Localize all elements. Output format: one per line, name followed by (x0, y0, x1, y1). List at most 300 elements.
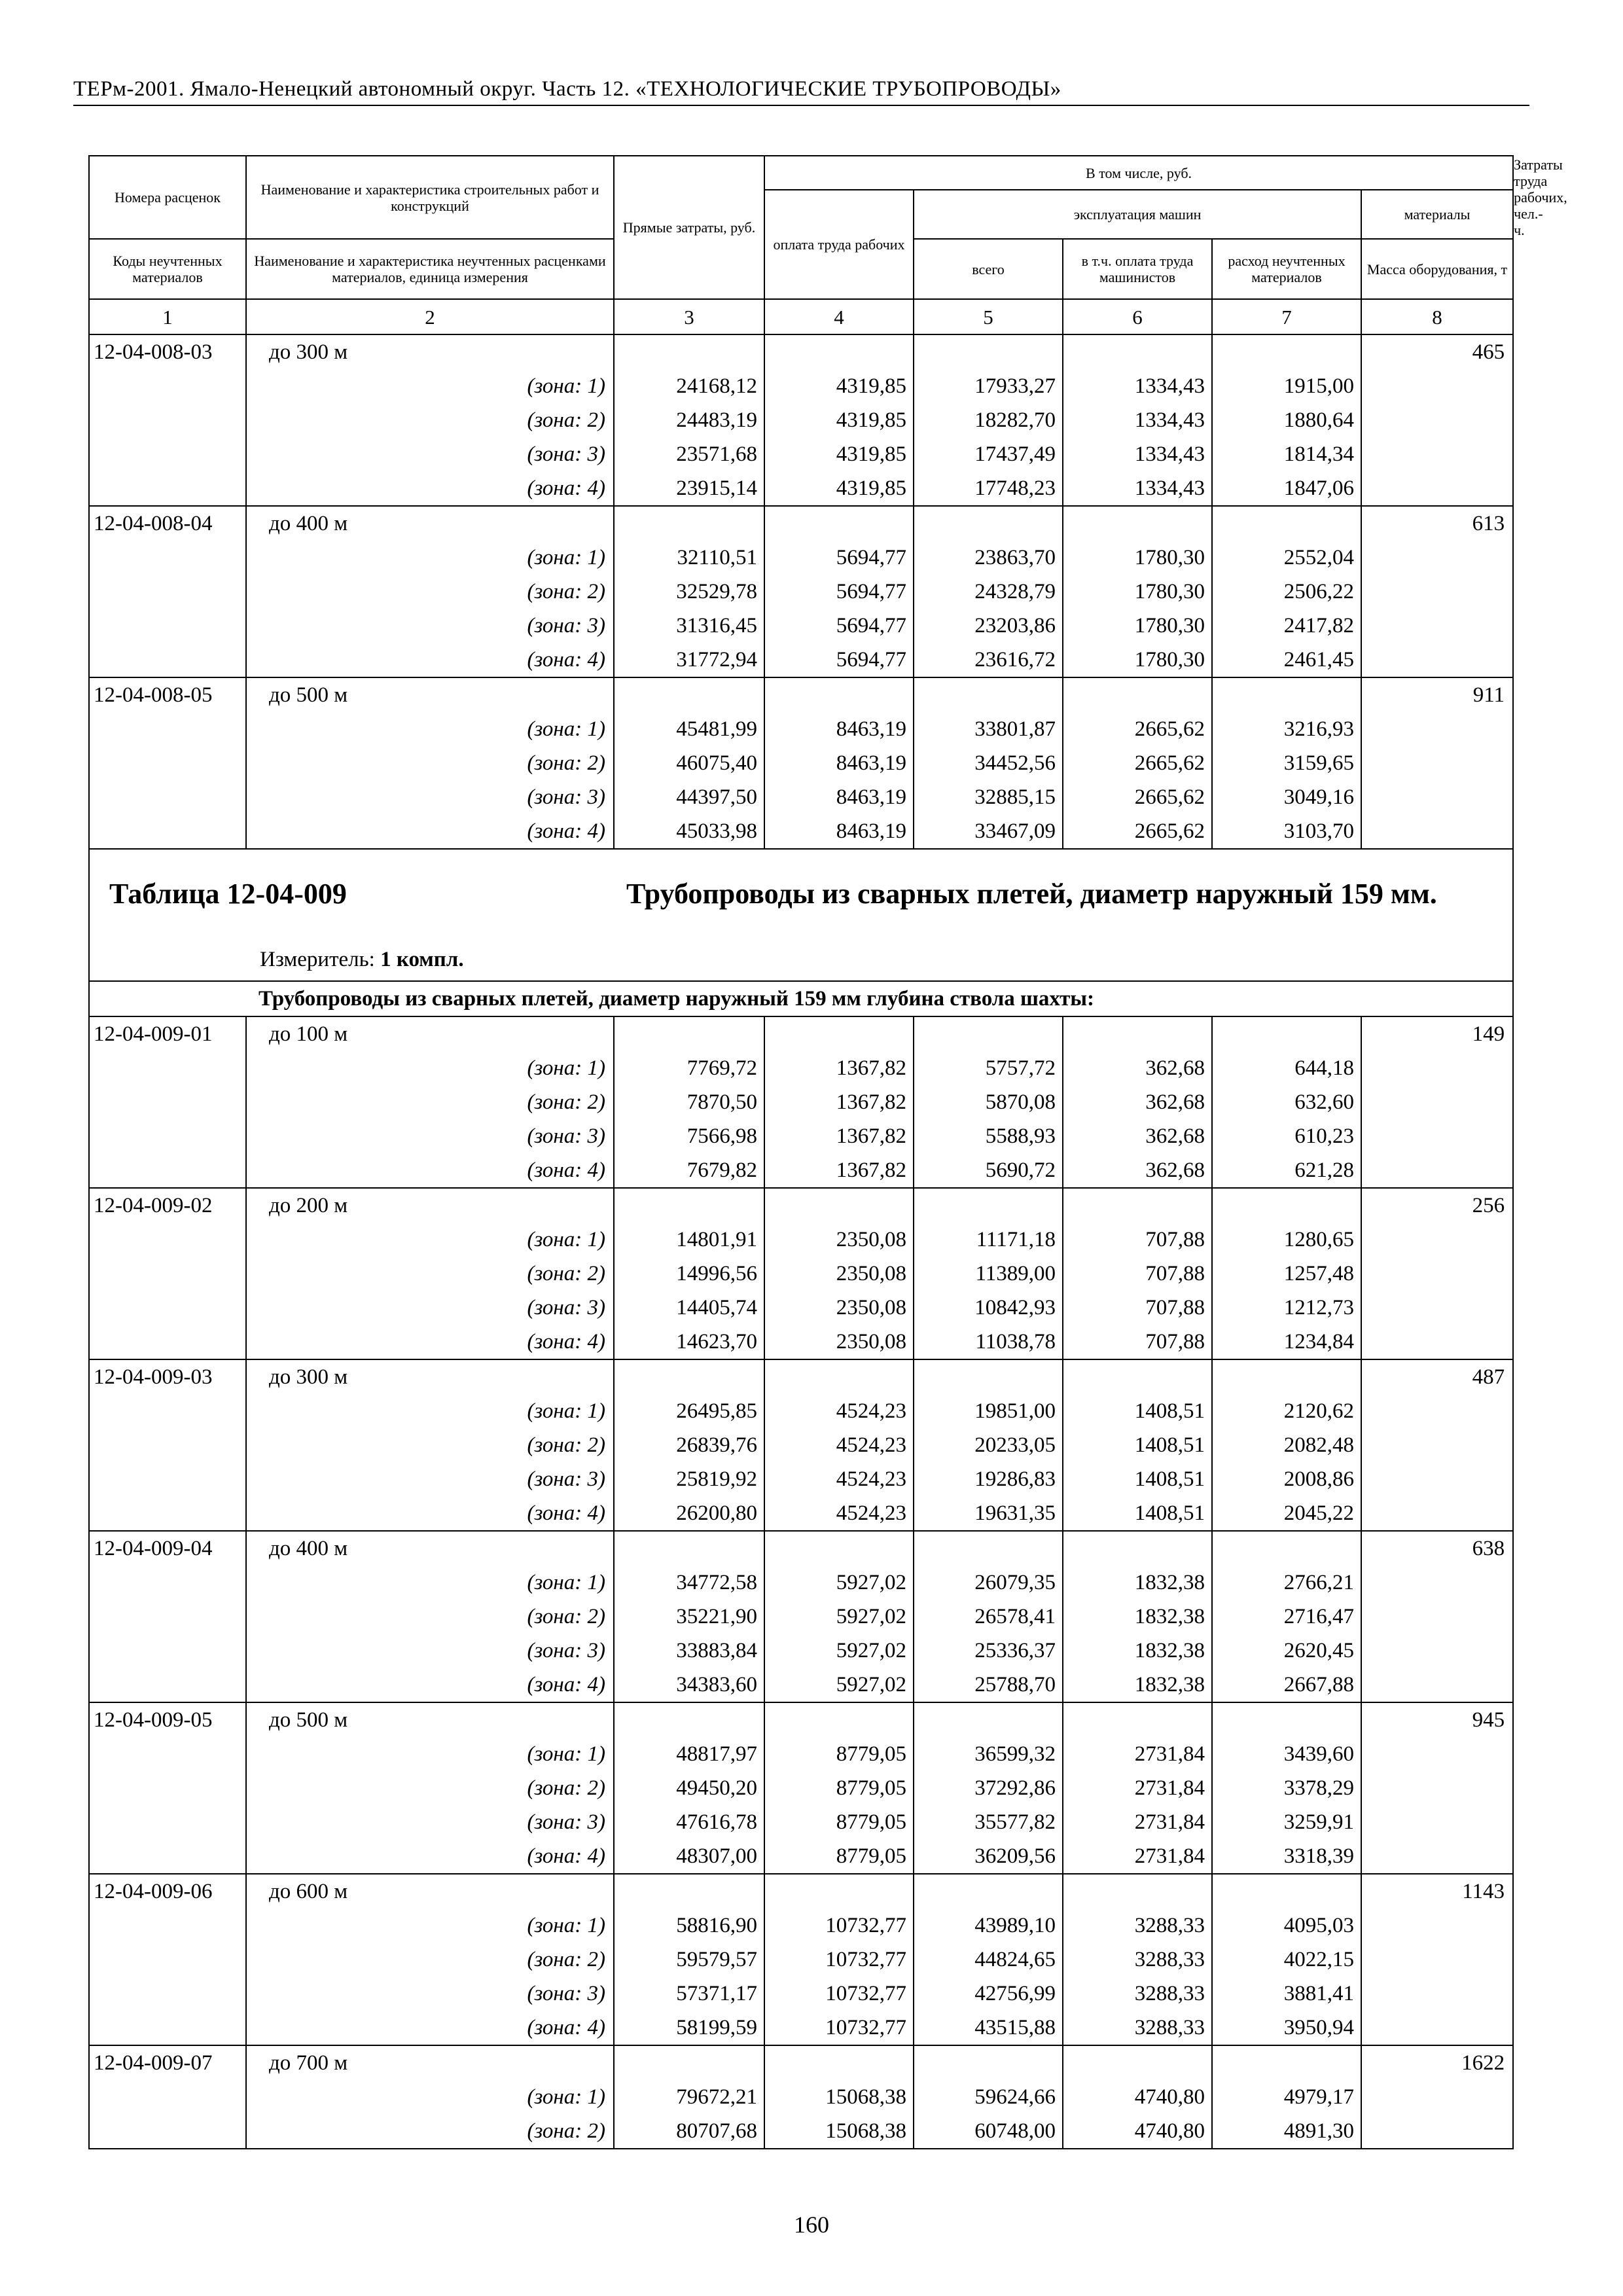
empty-cell (914, 677, 1063, 712)
machine-total-value: 26578,41 (914, 1600, 1063, 1634)
machinist-wages-value: 362,68 (1063, 1153, 1212, 1188)
empty-cell (1361, 1805, 1513, 1839)
rate-header-row (89, 677, 1513, 712)
empty-cell (1212, 1874, 1361, 1909)
table-title-name: Трубопроводы из сварных плетей, диаметр наружный 159 мм. (626, 878, 1437, 910)
machinist-wages-value: 2665,62 (1063, 814, 1212, 849)
empty-cell (89, 1153, 246, 1188)
zone-label: (зона: 1) (246, 1394, 614, 1428)
empty-cell (89, 1566, 246, 1600)
column-number: 5 (914, 299, 1063, 334)
wages-value: 2350,08 (764, 1223, 914, 1257)
meter-prefix: Измеритель: (260, 948, 375, 971)
column-number: 2 (246, 299, 614, 334)
machinist-wages-value: 362,68 (1063, 1051, 1212, 1085)
direct-costs-value: 24168,12 (614, 369, 764, 403)
direct-costs-value: 80707,68 (614, 2114, 764, 2149)
materials-value: 3049,16 (1212, 780, 1361, 814)
direct-costs-value: 44397,50 (614, 780, 764, 814)
empty-cell (89, 609, 246, 643)
header-rule (73, 105, 1529, 106)
column-number: 3 (614, 299, 764, 334)
column-numbers-row (89, 299, 1513, 334)
empty-cell (89, 1839, 246, 1874)
direct-costs-value: 14996,56 (614, 1257, 764, 1291)
header-wages: оплата труда рабочих (764, 190, 914, 299)
wages-value: 4524,23 (764, 1428, 914, 1462)
zone-row (89, 437, 1513, 471)
machinist-wages-value: 1408,51 (1063, 1428, 1212, 1462)
rate-name: до 400 м (246, 506, 614, 541)
machinist-wages-value: 1780,30 (1063, 541, 1212, 575)
zone-label: (зона: 1) (246, 712, 614, 746)
empty-cell (89, 437, 246, 471)
zone-label: (зона: 4) (246, 1153, 614, 1188)
rate-group (89, 1702, 1513, 1874)
rate-name: до 700 м (246, 2045, 614, 2080)
wages-value: 4524,23 (764, 1394, 914, 1428)
header-unaccounted-codes: Коды неучтенных материалов (89, 239, 246, 299)
zone-row (89, 369, 1513, 403)
zone-label: (зона: 4) (246, 1839, 614, 1874)
empty-cell (89, 403, 246, 437)
wages-value: 5694,77 (764, 541, 914, 575)
zone-row (89, 780, 1513, 814)
zone-label: (зона: 3) (246, 1977, 614, 2011)
empty-cell (764, 2045, 914, 2080)
labor-cost: 256 (1361, 1188, 1513, 1223)
zone-label: (зона: 2) (246, 1771, 614, 1805)
empty-cell (1361, 2114, 1513, 2149)
materials-value: 1257,48 (1212, 1257, 1361, 1291)
wages-value: 8463,19 (764, 780, 914, 814)
empty-cell (1361, 1119, 1513, 1153)
rate-group (89, 1531, 1513, 1702)
zone-label: (зона: 2) (246, 1943, 614, 1977)
empty-cell (1361, 814, 1513, 849)
empty-cell (89, 1051, 246, 1085)
direct-costs-value: 48817,97 (614, 1737, 764, 1771)
zone-row (89, 1909, 1513, 1943)
empty-cell (914, 1188, 1063, 1223)
machine-total-value: 10842,93 (914, 1291, 1063, 1325)
header-work-name: Наименование и характеристика строительных работ и конструкций (246, 156, 614, 239)
rate-header-row (89, 1359, 1513, 1394)
machine-total-value: 23616,72 (914, 643, 1063, 677)
wages-value: 4524,23 (764, 1462, 914, 1496)
empty-cell (89, 541, 246, 575)
empty-cell (1063, 506, 1212, 541)
zone-label: (зона: 1) (246, 1737, 614, 1771)
empty-cell (764, 1016, 914, 1051)
empty-cell (89, 712, 246, 746)
wages-value: 8779,05 (764, 1737, 914, 1771)
empty-cell (89, 1496, 246, 1531)
zone-label: (зона: 3) (246, 609, 614, 643)
wages-value: 10732,77 (764, 1977, 914, 2011)
materials-value: 4095,03 (1212, 1909, 1361, 1943)
empty-cell (1361, 1291, 1513, 1325)
rate-name: до 300 м (246, 1359, 614, 1394)
empty-cell (614, 2045, 764, 2080)
machinist-wages-value: 3288,33 (1063, 2011, 1212, 2045)
labor-cost: 945 (1361, 1702, 1513, 1737)
zone-label: (зона: 1) (246, 1223, 614, 1257)
zone-label: (зона: 1) (246, 369, 614, 403)
machine-total-value: 17933,27 (914, 369, 1063, 403)
machinist-wages-value: 1334,43 (1063, 437, 1212, 471)
empty-cell (764, 1874, 914, 1909)
zone-row (89, 1325, 1513, 1359)
zone-label: (зона: 2) (246, 1428, 614, 1462)
header-direct-costs: Прямые затраты, руб. (614, 156, 764, 299)
zone-row (89, 1496, 1513, 1531)
zone-row (89, 1771, 1513, 1805)
rate-name: до 600 м (246, 1874, 614, 1909)
rate-code: 12-04-009-04 (89, 1531, 246, 1566)
wages-value: 4319,85 (764, 471, 914, 506)
zone-row (89, 1462, 1513, 1496)
empty-cell (1361, 1223, 1513, 1257)
machine-total-value: 34452,56 (914, 746, 1063, 780)
machine-total-value: 60748,00 (914, 2114, 1063, 2149)
machinist-wages-value: 707,88 (1063, 1291, 1212, 1325)
machine-total-value: 33467,09 (914, 814, 1063, 849)
zone-row (89, 1977, 1513, 2011)
empty-cell (1212, 1188, 1361, 1223)
wages-value: 4319,85 (764, 437, 914, 471)
machinist-wages-value: 707,88 (1063, 1223, 1212, 1257)
materials-value: 2120,62 (1212, 1394, 1361, 1428)
zone-row (89, 1805, 1513, 1839)
wages-value: 1367,82 (764, 1153, 914, 1188)
direct-costs-value: 35221,90 (614, 1600, 764, 1634)
rate-name: до 500 м (246, 1702, 614, 1737)
labor-cost: 911 (1361, 677, 1513, 712)
column-number: 7 (1212, 299, 1361, 334)
materials-value: 2082,48 (1212, 1428, 1361, 1462)
zone-label: (зона: 1) (246, 1909, 614, 1943)
direct-costs-value: 58816,90 (614, 1909, 764, 1943)
empty-cell (1361, 1668, 1513, 1702)
machinist-wages-value: 4740,80 (1063, 2080, 1212, 2114)
section-title: Трубопроводы из сварных плетей, диаметр наружный 159 мм глубина ствола шахты: (89, 981, 1513, 1016)
machine-total-value: 5588,93 (914, 1119, 1063, 1153)
rates-table (88, 155, 1567, 2149)
machinist-wages-value: 1832,38 (1063, 1600, 1212, 1634)
machine-total-value: 37292,86 (914, 1771, 1063, 1805)
machine-total-value: 26079,35 (914, 1566, 1063, 1600)
rate-header-row (89, 506, 1513, 541)
empty-cell (1361, 1085, 1513, 1119)
empty-cell (1361, 1051, 1513, 1085)
empty-cell (914, 2045, 1063, 2080)
empty-cell (614, 1874, 764, 1909)
machine-total-value: 23863,70 (914, 541, 1063, 575)
empty-cell (89, 1462, 246, 1496)
materials-value: 4891,30 (1212, 2114, 1361, 2149)
zone-label: (зона: 2) (246, 575, 614, 609)
materials-value: 1880,64 (1212, 403, 1361, 437)
direct-costs-value: 45481,99 (614, 712, 764, 746)
machine-total-value: 33801,87 (914, 712, 1063, 746)
empty-cell (1361, 369, 1513, 403)
materials-value: 1234,84 (1212, 1325, 1361, 1359)
machinist-wages-value: 1832,38 (1063, 1668, 1212, 1702)
materials-value: 2045,22 (1212, 1496, 1361, 1531)
header-including: В том числе, руб. (764, 156, 1513, 190)
machine-total-value: 35577,82 (914, 1805, 1063, 1839)
empty-cell (1212, 334, 1361, 369)
direct-costs-value: 7566,98 (614, 1119, 764, 1153)
zone-label: (зона: 4) (246, 643, 614, 677)
zone-row (89, 1051, 1513, 1085)
zone-label: (зона: 1) (246, 1566, 614, 1600)
direct-costs-value: 58199,59 (614, 2011, 764, 2045)
column-number: 1 (89, 299, 246, 334)
empty-cell (1361, 712, 1513, 746)
machinist-wages-value: 1832,38 (1063, 1566, 1212, 1600)
empty-cell (1361, 1839, 1513, 1874)
empty-cell (1063, 677, 1212, 712)
wages-value: 4319,85 (764, 403, 914, 437)
materials-value: 3159,65 (1212, 746, 1361, 780)
direct-costs-value: 45033,98 (614, 814, 764, 849)
empty-cell (89, 1634, 246, 1668)
direct-costs-value: 34383,60 (614, 1668, 764, 1702)
empty-cell (1063, 1702, 1212, 1737)
empty-cell (1361, 1977, 1513, 2011)
zone-row (89, 1153, 1513, 1188)
rate-name: до 400 м (246, 1531, 614, 1566)
direct-costs-value: 34772,58 (614, 1566, 764, 1600)
table-header: Номера расценок Наименование и характеристика строительных работ и конструкций Прямые затраты, руб. В том числе, руб. Затраты труда рабочих, чел.-ч. оплата труда рабочих эксплуатация машин материалы Коды неучтенных материалов Наименование и характеристика неучтенных расценками материалов, единица измерения всего в т.ч. оплата труда машинистов расход неучтенных материалов Масса оборудования, т 1 2 3 4 5 6 7 8 (89, 156, 1513, 334)
wages-value: 10732,77 (764, 2011, 914, 2045)
empty-cell (1212, 1359, 1361, 1394)
header-rates-numbers: Номера расценок (89, 156, 246, 239)
empty-cell (1212, 677, 1361, 712)
materials-value: 1280,65 (1212, 1223, 1361, 1257)
empty-cell (914, 506, 1063, 541)
empty-cell (1361, 2011, 1513, 2045)
header-machinist-wages: в т.ч. оплата труда машинистов (1063, 239, 1212, 299)
wages-value: 8779,05 (764, 1805, 914, 1839)
empty-cell (89, 1223, 246, 1257)
labor-cost: 613 (1361, 506, 1513, 541)
machine-total-value: 25788,70 (914, 1668, 1063, 1702)
machine-total-value: 5757,72 (914, 1051, 1063, 1085)
zone-row (89, 1566, 1513, 1600)
wages-value: 4319,85 (764, 369, 914, 403)
rate-name: до 300 м (246, 334, 614, 369)
machine-total-value: 25336,37 (914, 1634, 1063, 1668)
empty-cell (764, 334, 914, 369)
machinist-wages-value: 707,88 (1063, 1325, 1212, 1359)
zone-label: (зона: 4) (246, 471, 614, 506)
empty-cell (1361, 1909, 1513, 1943)
rate-group (89, 1359, 1513, 1531)
direct-costs-value: 59579,57 (614, 1943, 764, 1977)
header-total: всего (914, 239, 1063, 299)
wages-value: 1367,82 (764, 1051, 914, 1085)
zone-label: (зона: 3) (246, 1634, 614, 1668)
machine-total-value: 23203,86 (914, 609, 1063, 643)
materials-value: 3259,91 (1212, 1805, 1361, 1839)
wages-value: 1367,82 (764, 1085, 914, 1119)
wages-value: 15068,38 (764, 2080, 914, 2114)
machinist-wages-value: 2665,62 (1063, 780, 1212, 814)
machinist-wages-value: 362,68 (1063, 1085, 1212, 1119)
direct-costs-value: 26839,76 (614, 1428, 764, 1462)
rate-name: до 200 м (246, 1188, 614, 1223)
machine-total-value: 11171,18 (914, 1223, 1063, 1257)
empty-cell (614, 1016, 764, 1051)
empty-cell (1361, 541, 1513, 575)
machinist-wages-value: 4740,80 (1063, 2114, 1212, 2149)
materials-value: 3378,29 (1212, 1771, 1361, 1805)
materials-value: 2506,22 (1212, 575, 1361, 609)
wages-value: 2350,08 (764, 1291, 914, 1325)
machinist-wages-value: 1408,51 (1063, 1496, 1212, 1531)
empty-cell (89, 2011, 246, 2045)
wages-value: 8779,05 (764, 1771, 914, 1805)
materials-value: 3216,93 (1212, 712, 1361, 746)
wages-value: 8463,19 (764, 814, 914, 849)
empty-cell (89, 1977, 246, 2011)
zone-label: (зона: 3) (246, 1805, 614, 1839)
zone-row (89, 1737, 1513, 1771)
materials-value: 2766,21 (1212, 1566, 1361, 1600)
zone-label: (зона: 2) (246, 1600, 614, 1634)
machinist-wages-value: 1408,51 (1063, 1394, 1212, 1428)
empty-cell (89, 1291, 246, 1325)
rate-header-row (89, 1874, 1513, 1909)
header-machine-operation: эксплуатация машин (914, 190, 1361, 239)
zone-row (89, 1394, 1513, 1428)
rate-group (89, 1188, 1513, 1359)
rate-group (89, 1016, 1513, 1188)
direct-costs-value: 7679,82 (614, 1153, 764, 1188)
empty-cell (89, 1668, 246, 1702)
rate-header-row (89, 334, 1513, 369)
zone-row (89, 541, 1513, 575)
zone-row (89, 2114, 1513, 2149)
zone-label: (зона: 2) (246, 746, 614, 780)
labor-cost: 487 (1361, 1359, 1513, 1394)
machinist-wages-value: 2731,84 (1063, 1805, 1212, 1839)
empty-cell (89, 746, 246, 780)
machinist-wages-value: 3288,33 (1063, 1977, 1212, 2011)
machinist-wages-value: 1832,38 (1063, 1634, 1212, 1668)
materials-value: 2667,88 (1212, 1668, 1361, 1702)
empty-cell (1361, 1566, 1513, 1600)
empty-cell (89, 1394, 246, 1428)
materials-value: 2620,45 (1212, 1634, 1361, 1668)
meter-value: 1 компл. (380, 948, 464, 971)
rate-code: 12-04-009-02 (89, 1188, 246, 1223)
empty-cell (1063, 1016, 1212, 1051)
rate-group (89, 1874, 1513, 2045)
empty-cell (1212, 1016, 1361, 1051)
empty-cell (89, 2080, 246, 2114)
empty-cell (1361, 403, 1513, 437)
rate-header-row (89, 1188, 1513, 1223)
zone-row (89, 1668, 1513, 1702)
rate-header-row (89, 2045, 1513, 2080)
labor-cost: 149 (1361, 1016, 1513, 1051)
machine-total-value: 43989,10 (914, 1909, 1063, 1943)
rate-header-row (89, 1531, 1513, 1566)
empty-cell (89, 1600, 246, 1634)
direct-costs-value: 49450,20 (614, 1771, 764, 1805)
direct-costs-value: 31316,45 (614, 609, 764, 643)
header-unaccounted-consumption: расход неучтенных материалов (1212, 239, 1361, 299)
wages-value: 5927,02 (764, 1566, 914, 1600)
zone-label: (зона: 3) (246, 1291, 614, 1325)
zone-row (89, 1634, 1513, 1668)
zone-row (89, 1085, 1513, 1119)
materials-value: 3318,39 (1212, 1839, 1361, 1874)
direct-costs-value: 14623,70 (614, 1325, 764, 1359)
direct-costs-value: 7870,50 (614, 1085, 764, 1119)
zone-row (89, 1839, 1513, 1874)
labor-cost: 465 (1361, 334, 1513, 369)
empty-cell (1063, 1531, 1212, 1566)
zone-label: (зона: 4) (246, 1668, 614, 1702)
table-title-label: Таблица 12-04-009 (109, 878, 347, 910)
materials-value: 621,28 (1212, 1153, 1361, 1188)
empty-cell (1063, 334, 1212, 369)
wages-value: 2350,08 (764, 1325, 914, 1359)
wages-value: 8463,19 (764, 712, 914, 746)
machinist-wages-value: 2731,84 (1063, 1771, 1212, 1805)
empty-cell (1361, 780, 1513, 814)
machinist-wages-value: 2731,84 (1063, 1737, 1212, 1771)
zone-row (89, 1257, 1513, 1291)
empty-cell (89, 1737, 246, 1771)
zone-row (89, 1943, 1513, 1977)
empty-cell (1361, 2080, 1513, 2114)
materials-value: 1847,06 (1212, 471, 1361, 506)
machine-total-value: 5870,08 (914, 1085, 1063, 1119)
machinist-wages-value: 1334,43 (1063, 403, 1212, 437)
empty-cell (1063, 1188, 1212, 1223)
materials-value: 2417,82 (1212, 609, 1361, 643)
zone-row (89, 1600, 1513, 1634)
machinist-wages-value: 1780,30 (1063, 609, 1212, 643)
empty-cell (89, 1325, 246, 1359)
header-unaccounted-names: Наименование и характеристика неучтенных расценками материалов, единица измерения (246, 239, 614, 299)
zone-label: (зона: 2) (246, 2114, 614, 2149)
empty-cell (1361, 609, 1513, 643)
materials-value: 3439,60 (1212, 1737, 1361, 1771)
materials-value: 1915,00 (1212, 369, 1361, 403)
zone-label: (зона: 1) (246, 2080, 614, 2114)
machinist-wages-value: 2665,62 (1063, 712, 1212, 746)
empty-cell (89, 2114, 246, 2149)
zone-label: (зона: 4) (246, 1496, 614, 1531)
zone-row (89, 2080, 1513, 2114)
table-title-block (89, 849, 1513, 1016)
empty-cell (614, 506, 764, 541)
empty-cell (1361, 1634, 1513, 1668)
running-head: ТЕРм-2001. Ямало-Ненецкий автономный округ. Часть 12. «ТЕХНОЛОГИЧЕСКИЕ ТРУБОПРОВОДЫ» (73, 77, 1061, 101)
empty-cell (1361, 1943, 1513, 1977)
empty-cell (1361, 1737, 1513, 1771)
empty-cell (1212, 1702, 1361, 1737)
rate-code: 12-04-009-06 (89, 1874, 246, 1909)
machine-total-value: 11038,78 (914, 1325, 1063, 1359)
